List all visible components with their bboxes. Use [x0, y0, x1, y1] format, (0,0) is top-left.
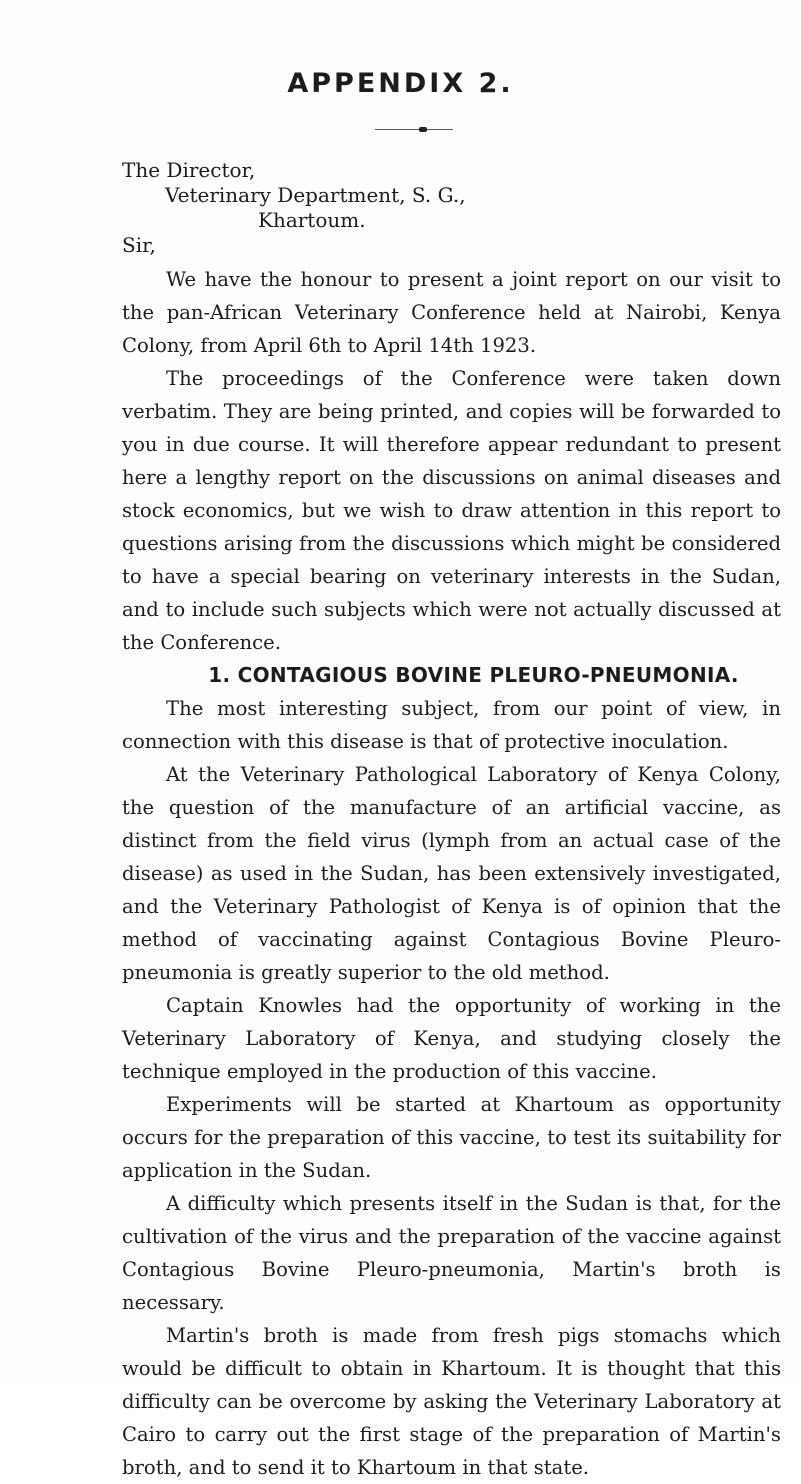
- paragraph: Martin's broth is made from fresh pigs stomachs which would be difficult to obtain in Khartoum. It is thought that this difficulty can be overcome by asking the Veterinary Laboratory at Cairo to carry out the first stage of the preparation of Martin's broth, and to send it to Khartoum in that state.: [122, 1324, 781, 1479]
- paragraph: Captain Knowles had the opportunity of working in the Veterinary Laboratory of Kenya, and studying closely the technique employed in the production of this vaccine.: [122, 994, 781, 1083]
- paragraph: The most interesting subject, from our point of view, in connection with this disease is that of protective inoculation.: [122, 697, 781, 753]
- ornament-line: [375, 129, 453, 130]
- salutation: Sir,: [122, 233, 156, 257]
- paragraph: The proceedings of the Conference were taken down verbatim. They are being printed, and copies will be forwarded to you in due course. It will therefore appear redundant to present here a lengthy report on the discussions on animal diseases and stock economics, but we wish to draw attention in this report to questions arising from the discussions which might be considered to have a special bearing on veterinary interests in the Sudan, and to include such subjects which were not actually discussed at the Conference.: [122, 367, 781, 654]
- paragraph: Experiments will be started at Khartoum as opportunity occurs for the preparation of this vaccine, to test its suitability for application in the Sudan.: [122, 1093, 781, 1182]
- address-line-3: Khartoum.: [258, 208, 366, 232]
- section-heading: 1. CONTAGIOUS BOVINE PLEURO-PNEUMONIA.: [208, 663, 739, 687]
- paragraph: A difficulty which presents itself in the Sudan is that, for the cultivation of the virus and the preparation of the vaccine against Contagious Bovine Pleuro-pneumonia, Martin's broth is necessary.: [122, 1192, 781, 1314]
- appendix-heading: APPENDIX 2.: [287, 68, 514, 99]
- address-line-2: Veterinary Department, S. G.,: [165, 183, 466, 207]
- decorative-rule: [375, 127, 453, 133]
- ornament-dot: [419, 127, 427, 132]
- address-line-1: The Director,: [122, 158, 256, 182]
- paragraph: At the Veterinary Pathological Laboratory of Kenya Colony, the question of the manufacture of an artificial vaccine, as distinct from the field virus (lymph from an actual case of the disease) as used in the Sudan, has been extensively investigated, and the Veterinary Pathologist of Kenya is of opinion that the method of vaccinating against Contagious Bovine Pleuro-pneumonia is greatly superior to the old method.: [122, 763, 781, 984]
- paragraph: We have the honour to present a joint report on our visit to the pan-African Veterinary Conference held at Nairobi, Kenya Colony, from April 6th to April 14th 1923.: [122, 268, 781, 357]
- letter-body: [122, 263, 781, 1484]
